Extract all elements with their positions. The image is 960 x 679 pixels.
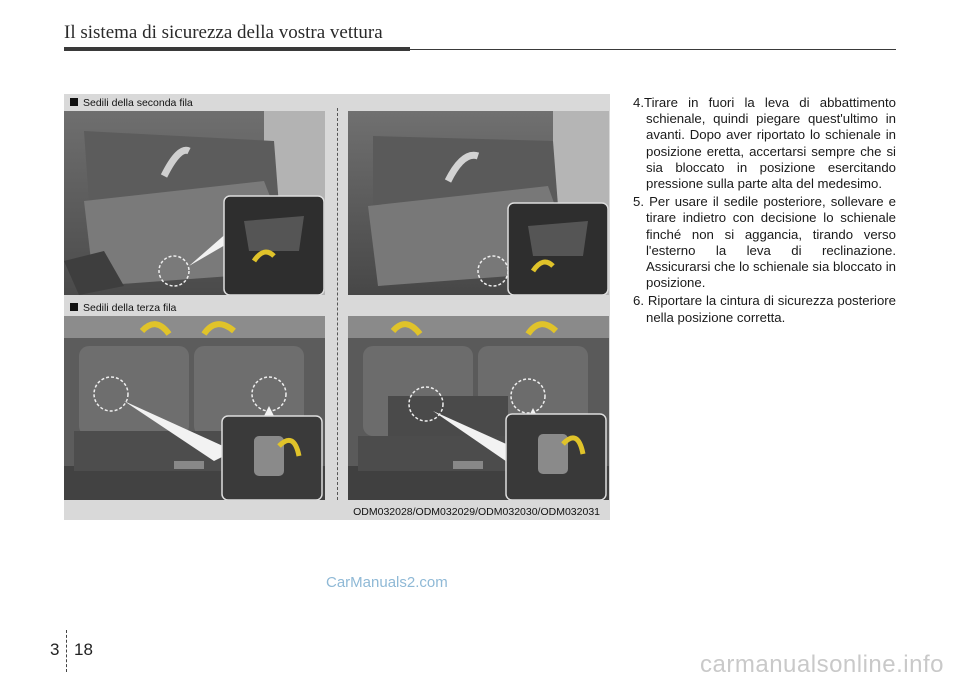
header-rule <box>64 49 896 50</box>
section-number: 3 <box>50 640 60 659</box>
figure-reference-code: ODM032028/ODM032029/ODM032030/ODM032031 <box>353 506 600 518</box>
photo-third-row-left <box>64 316 325 500</box>
photo-second-row-folded-left <box>64 111 325 295</box>
square-bullet-icon <box>70 98 78 106</box>
photo-third-row-right <box>348 316 609 500</box>
page-number: 18 <box>74 640 93 659</box>
label-second-row-text: Sedili della seconda fila <box>83 97 193 109</box>
instructions <box>633 95 896 328</box>
figure-divider <box>337 108 338 500</box>
instruction-step: 4.Tirare in fuori la leva di abbattimento schienale, quindi piegare quest'ultimo in avanti. Dopo aver riportato lo schienale in posizione eretta, accertarsi sempre che si sia bloccato in posizione esercitando pressione sulla parte alta del medesimo. <box>633 95 896 192</box>
label-third-row-text: Sedili della terza fila <box>83 302 177 314</box>
watermark-link[interactable]: CarManuals2.com <box>326 574 448 591</box>
instruction-step: 6. Riportare la cintura di sicurezza posteriore nella posizione corretta. <box>633 293 896 325</box>
photo-second-row-folded-right <box>348 111 609 295</box>
footer-rule <box>66 630 67 672</box>
square-bullet-icon <box>70 303 78 311</box>
instruction-step: 5. Per usare il sedile posteriore, sollevare e tirare indietro con decisione lo schienale finché non si aggancia, tirando verso l'esterno la leva di reclinazione. Assicurarsi che lo schienale sia bloccato in posizione. <box>633 194 896 291</box>
label-third-row <box>70 302 176 314</box>
footer-watermark: carmanualsonline.info <box>700 651 944 678</box>
label-second-row <box>70 97 193 109</box>
page-header-title: Il sistema di sicurezza della vostra vettura <box>64 22 383 43</box>
